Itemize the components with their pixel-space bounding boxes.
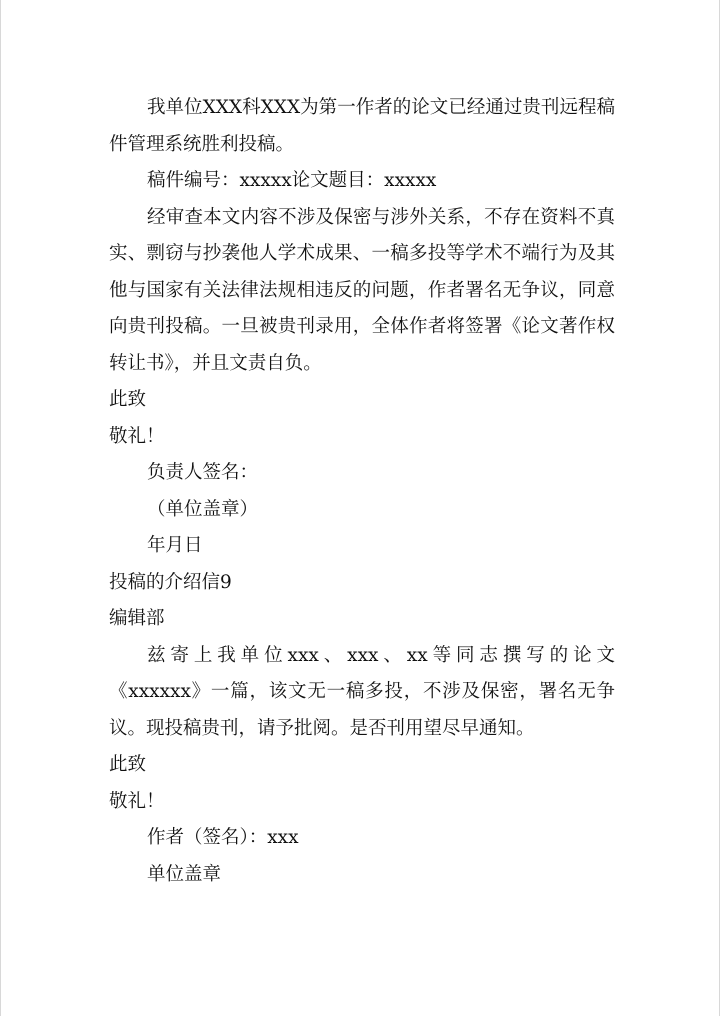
section-title: 投稿的介绍信9 xyxy=(109,571,232,593)
unit-seal-label: （单位盖章） xyxy=(147,498,259,520)
author-signature-line: 作者（签名）：xxx xyxy=(147,827,299,848)
paragraph-introduction-letter: 兹寄上我单位xxx、xxx、xx等同志撰写的论文《xxxxxx》一篇，该文无一稿多投，不涉及保密，署名无争议。现投稿贵刊，请予批阅。是否刊用望尽早通知。 xyxy=(109,644,615,739)
document-body xyxy=(109,90,615,893)
closing-phrase-2: 此致 xyxy=(109,754,147,775)
paragraph-manuscript-id: 稿件编号：xxxxx论文题目：xxxxx xyxy=(147,170,437,191)
paragraph-submission-notice: 我单位XXX科XXX为第一作者的论文已经通过贵刊远程稿件管理系统胜利投稿。 xyxy=(109,97,615,155)
salutation-2: 敬礼！ xyxy=(109,790,165,812)
salutation: 敬礼！ xyxy=(109,425,165,447)
signer-label: 负责人签名： xyxy=(147,462,259,483)
closing-phrase: 此致 xyxy=(109,389,147,410)
unit-seal-line: 单位盖章 xyxy=(147,863,222,885)
paragraph-review-statement: 经审查本文内容不涉及保密与涉外关系，不存在资料不真实、剽窃与抄袭他人学术成果、一稿多投等学术不端行为及其他与国家有关法律法规相违反的问题，作者署名无争议，同意向贵刊投稿。一旦被贵刊录用，全体作者将签署《论文著作权转让书》，并且文责自负。 xyxy=(109,206,615,374)
recipient: 编辑部 xyxy=(109,608,165,629)
date-line: 年月日 xyxy=(147,535,203,556)
